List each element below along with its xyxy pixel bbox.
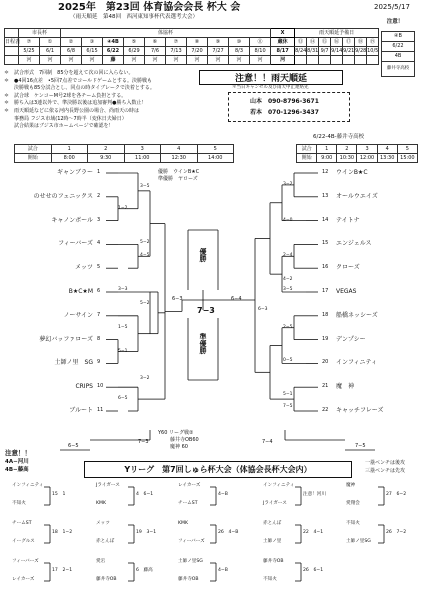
yleague-team: 赤とんぼ	[263, 521, 282, 526]
bracket-seed-left: 2	[97, 192, 101, 199]
match-header: 4	[161, 145, 198, 154]
bracket-team-right: ウインB★C	[336, 169, 368, 176]
bracket-seed-right: 20	[322, 359, 329, 366]
bracket-team-left: のせせのフェニックス	[33, 192, 93, 200]
schedule-cell: ⑨	[208, 38, 229, 47]
schedule-cell: 10/5	[367, 47, 379, 54]
bracket-score-left: 5−1	[118, 348, 128, 354]
match-header: 2	[337, 145, 357, 154]
yleague-team: レイカーズ	[178, 483, 201, 488]
venue-label: 6/22-4B-藤井寺高校	[313, 134, 365, 140]
schedule-cell: ⑩	[229, 38, 250, 47]
bracket-team-left: メッツ	[74, 264, 93, 272]
bracket-score-right: 3−2	[283, 182, 293, 187]
match-start-time: 10:30	[337, 154, 357, 163]
schedule-cell: 河	[40, 56, 61, 65]
match-start-time: 12:30	[161, 154, 198, 163]
yleague-note-3: 魔神 60	[170, 444, 188, 450]
bracket-seed-left: 5	[97, 264, 101, 271]
match-header: 試合	[15, 145, 52, 154]
schedule-header-mayor: 市長杯	[19, 29, 61, 38]
bracket-score-left: 6−5	[118, 396, 128, 402]
match-start-time: 11:00	[124, 154, 161, 163]
schedule-cell: 6/29	[124, 47, 145, 56]
yleague-note-1: Y60 リーグ戦②	[158, 430, 194, 436]
rule-note: ＊ ●4回16点差 •5回7点差でコールドゲームとする。決勝戦も	[4, 77, 153, 84]
yleague-team: Jライガース	[263, 501, 287, 506]
bracket-seed-right: 17	[322, 288, 329, 294]
bracket-score-right: 3−5	[283, 287, 293, 292]
yleague-location-1: 4A−河川	[5, 459, 29, 465]
contact-yamamoto: 山本 090-8796-3671	[250, 98, 319, 105]
schedule-cell: 河	[166, 56, 187, 65]
bracket-team-right: デンプシー	[336, 335, 366, 343]
yleague-team: チームST	[12, 521, 32, 526]
schedule-cell: 9/7	[320, 47, 329, 54]
bracket-seed-right: 21	[322, 383, 329, 390]
schedule-cell: ⑦	[166, 38, 187, 47]
schedule-cell: 8/31	[307, 47, 319, 54]
match-start-time: 9:00	[317, 154, 337, 163]
match-start-time: 開始	[15, 154, 52, 163]
bracket-team-right: テイトナ	[336, 216, 360, 224]
yleague-team: 藤井寺OB	[263, 559, 284, 564]
yleague-note-2: 藤井寺OB60	[170, 437, 199, 443]
match-header: 1	[51, 145, 88, 154]
yleague-match-score: 27 6−2	[386, 492, 407, 497]
bracket-seed-right: 13	[322, 192, 329, 199]
bracket-score-right: 2−5	[283, 324, 293, 330]
rule-note: ＊ 雨天順延などに依る河内長野公園の場合、尚雨天の時は	[4, 107, 140, 114]
bracket-seed-left: 10	[97, 383, 104, 390]
yleague-match-score: 18 1−2	[52, 530, 73, 535]
match-header: 5	[397, 145, 417, 154]
yleague-team: 土師ノ里SG	[346, 539, 371, 544]
yleague-match-score: 17 2−1	[52, 568, 73, 573]
yleague-team: インフィニティ	[12, 483, 44, 488]
bracket-team-left: ノーサイン	[63, 311, 93, 319]
schedule-cell: 9/28	[355, 47, 367, 54]
schedule-cell: ③	[82, 38, 103, 47]
bracket-team-left: 土師ノ里 SG	[54, 359, 93, 367]
schedule-cell: ⑥	[145, 38, 166, 47]
bracket-team-left: 夢幻バッファローズ	[39, 335, 93, 343]
bottom-score-right: 7−5	[355, 443, 366, 449]
bracket-score-left: 1−5	[118, 324, 128, 330]
yleague-team: インフィニティ	[263, 483, 295, 488]
schedule-cell: ⑮	[319, 38, 331, 47]
yleague-bench-note-2: 三塁ベンチは先攻	[365, 468, 406, 474]
bracket-seed-left: 11	[97, 407, 104, 413]
match-header: 4	[377, 145, 397, 154]
schedule-header-taikyo: 体協杯	[61, 29, 271, 38]
bracket-score-left: 5−2	[140, 301, 150, 306]
rule-note: 決勝戦も85分試合とし、同点の時タイブレークで決着とする。	[4, 85, 155, 92]
schedule-cell: ④4B	[103, 38, 124, 47]
schedule-cell: 7/27	[208, 47, 229, 56]
semi-score-right: 6−4	[231, 296, 242, 302]
bracket-score-right: 2−4	[283, 253, 293, 259]
match-start-time: 開始	[297, 154, 317, 163]
schedule-cell: 河	[271, 56, 295, 65]
match-start-time: 15:00	[397, 154, 417, 163]
schedule-cell: ①	[40, 38, 61, 47]
yleague-team: レイカーズ	[12, 577, 35, 582]
yleague-team: KMK	[96, 501, 106, 506]
semi-score-left: 6−3	[172, 296, 183, 302]
match-start-time: 14:00	[197, 154, 234, 163]
bracket-score-right: 4−2	[283, 277, 293, 283]
bracket-team-right: オールウエイズ	[336, 192, 378, 200]
yleague-team: フィーバーズ	[12, 559, 39, 564]
yleague-bench-note-1: 一塁ベンチは後攻	[365, 460, 406, 466]
winner-label: 優勝 ウインB★C	[158, 169, 200, 175]
yleague-team: Jライガース	[96, 483, 120, 488]
schedule-cell: 河	[82, 56, 103, 65]
schedule-cell: 8/10	[250, 47, 271, 56]
yleague-team: メッツ	[96, 521, 110, 526]
schedule-cell: ②	[61, 38, 82, 47]
event-date: 2025/5/17	[374, 3, 410, 11]
bracket-team-right: クローズ	[336, 264, 360, 272]
bracket-score-left: 4−5	[140, 253, 150, 259]
bracket-score-left: 3−5	[140, 184, 150, 189]
schedule-cell: ⑱	[355, 38, 367, 47]
yleague-attention: 注意！！	[5, 449, 31, 457]
rain-notice: 注意！！雨天順延	[199, 70, 343, 85]
schedule-cell: 河	[61, 56, 82, 65]
bracket-seed-left: 4	[97, 240, 101, 247]
yleague-team: 藤井寺OB	[96, 577, 117, 582]
bracket-score-right: 4−0	[283, 217, 293, 223]
bracket-seed-right: 22	[322, 407, 329, 413]
yleague-match-score: 注意！河川	[303, 492, 326, 497]
match-header: 3	[124, 145, 161, 154]
schedule-row-label: 日程表	[5, 38, 21, 45]
bracket-seed-left: 8	[97, 335, 101, 342]
bracket-score-right: 0−5	[283, 358, 293, 364]
right-attention: 注意！	[386, 19, 404, 25]
yleague-team: 不知火	[263, 577, 277, 582]
bracket-seed-right: 14	[322, 216, 329, 223]
final-score: 7−3	[197, 306, 215, 315]
bracket-team-left: ギャンブラー	[56, 169, 93, 176]
schedule-cell: 河	[250, 56, 271, 65]
yleague-team: フィーバーズ	[178, 539, 205, 544]
schedule-cell: 蔵休	[271, 38, 295, 47]
schedule-cell: 藤	[103, 56, 124, 65]
bracket-team-right: キャッチフレーズ	[336, 407, 384, 414]
bracket-seed-right: 18	[322, 311, 329, 318]
bracket-score-right: 5−1	[283, 392, 293, 398]
yleague-team: 不知火	[346, 521, 360, 526]
yleague-team: KMK	[178, 521, 188, 526]
right-cell-field: 4B	[382, 52, 415, 62]
yleague-match-score: 22 4−1	[303, 530, 324, 535]
schedule-cell: ⑲	[367, 38, 379, 47]
match-header: 3	[357, 145, 377, 154]
schedule-cell: ⑯	[331, 38, 343, 47]
yleague-score-1: 7−3	[138, 439, 149, 445]
schedule-cell: ⑰	[343, 38, 355, 47]
rule-note: 事務局 フジス市域(12時〜7時半（変休日夫婦日）	[4, 115, 127, 122]
bracket-team-right: 船橋ネッシーズ	[336, 311, 378, 319]
rule-note: ＊ 試合形式 7回制 85分を超えて次の回に入らない。	[4, 70, 134, 76]
schedule-cell: ⑭	[307, 38, 319, 47]
rule-note: 試合結果はブジス市ホームページで確認を！	[4, 123, 114, 130]
bracket-team-left: CRIPS	[75, 383, 93, 391]
rule-note: ＊ 勝ち入は3連以外で、準決勝以後は追加審判●勝ち入数止！	[4, 100, 147, 107]
yleague-match-score: 4−B	[218, 568, 228, 573]
schedule-cell: 6/8	[61, 47, 82, 56]
schedule-cell: 河	[229, 56, 250, 65]
yleague-team: チームST	[178, 501, 198, 506]
yleague-match-score: 26 7−2	[386, 530, 407, 535]
bracket-seed-left: 3	[97, 216, 101, 223]
schedule-cell: 7/13	[166, 47, 187, 56]
yleague-team: 赤とんぼ	[96, 539, 115, 544]
yleague-team: 魔神	[346, 483, 356, 488]
schedule-cell: 河	[187, 56, 208, 65]
yleague-team: 藤井寺OB	[178, 577, 199, 582]
bracket-seed-left: 1	[97, 169, 101, 175]
schedule-cell: ⑤	[124, 38, 145, 47]
bracket-seed-left: 6	[97, 288, 101, 294]
schedule-cell: ⑧	[187, 38, 208, 47]
page-subtitle: （雨天順延 第48回 西河東知事杯代表選考大会）	[70, 14, 199, 20]
schedule-cell: 5/25	[19, 47, 40, 56]
bracket-seed-right: 12	[322, 169, 329, 175]
match-start-time: 13:30	[377, 154, 397, 163]
yleague-match-score: 19 3−1	[136, 530, 157, 535]
bracket-team-left: B★C★M	[68, 288, 93, 295]
yleague-match-score: 6 藤高	[136, 568, 153, 573]
contact-wakamoto: 若本 070-1296-3437	[250, 109, 319, 116]
schedule-cell: ⑬	[295, 38, 307, 47]
schedule-cell: 8/17	[271, 47, 295, 56]
schedule-cell: 8/24	[295, 47, 307, 54]
yleague-team: 不知火	[12, 501, 26, 506]
match-header: 2	[88, 145, 125, 154]
bracket-score-left: 3−3	[118, 287, 128, 293]
bottom-score-left: 6−5	[68, 443, 79, 449]
schedule-cell: 河	[124, 56, 145, 65]
schedule-cell: 6/15	[82, 47, 103, 56]
bracket-score-right: 7−5	[283, 404, 293, 410]
yleague-team: 愛宕	[96, 559, 106, 564]
yleague-team: 土師ノ里	[263, 539, 282, 544]
bracket-seed-right: 19	[322, 335, 329, 342]
bracket-score-right: 6−3	[258, 307, 268, 312]
bracket-team-right: インフィニティ	[336, 359, 378, 367]
bracket-seed-right: 15	[322, 240, 329, 247]
schedule-cell: 9/21	[343, 47, 355, 54]
bracket-seed-right: 16	[322, 264, 329, 271]
bracket-team-left: フィーバーズ	[58, 240, 93, 248]
rule-note: ＊ 試合球 ケンコーM号2球を各チーム負担とする。	[4, 92, 127, 99]
bracket-team-right: エンジェルス	[336, 240, 372, 248]
yleague-team: 愛翔会	[346, 501, 360, 506]
schedule-cell: 7/6	[145, 47, 166, 56]
bracket-score-left: 5−2	[140, 239, 150, 245]
yleague-location-2: 4B−藤高	[5, 467, 29, 473]
right-cell-slot: ④B	[382, 32, 415, 42]
match-header: 1	[317, 145, 337, 154]
schedule-cell: 9/14	[331, 47, 343, 54]
schedule-header-rain: 雨天順延予備日	[295, 29, 379, 38]
match-start-time: 12:00	[357, 154, 377, 163]
match-start-time: 9:30	[88, 154, 125, 163]
schedule-cell: ⑪	[250, 38, 271, 47]
contact-heading: ＊当日キャンセル及び雨天中止連絡先	[232, 85, 309, 90]
schedule-highlight-mark: X	[271, 29, 295, 38]
bracket-seed-left: 7	[97, 311, 101, 318]
yleague-title: Yリーグ 第7回しゅら杯大会（体協会長杯大会内）	[84, 461, 352, 478]
schedule-cell: ⑦	[19, 38, 40, 47]
yleague-team: 土師ノ里SG	[178, 559, 203, 564]
yleague-match-score: 4−B	[218, 492, 228, 497]
schedule-cell: 7/20	[187, 47, 208, 56]
schedule-cell: 8/3	[229, 47, 250, 56]
yleague-team: イーグルス	[12, 539, 35, 544]
schedule-cell: 河	[19, 56, 40, 65]
yleague-score-2: 7−4	[262, 439, 273, 445]
schedule-cell: 河	[208, 56, 229, 65]
runner-up-label: 準優勝 ヤローズ	[158, 176, 198, 182]
page-title: 2025年 第23回 体育協会会長 杯大 会	[58, 2, 241, 13]
match-start-time: 8:00	[51, 154, 88, 163]
schedule-cell: 6/1	[40, 47, 61, 56]
bracket-score-left: 3−2	[140, 376, 150, 382]
bracket-team-right: 魔 神	[336, 383, 355, 391]
runner-up-box: 準優勝	[199, 333, 207, 354]
bracket-team-right: VEGAS	[336, 288, 357, 295]
bracket-team-left: キャノンボール	[51, 216, 93, 224]
schedule-cell: 河	[145, 56, 166, 65]
bracket-team-left: ブルート	[69, 407, 93, 414]
bracket-score-left: 1−2	[118, 205, 128, 211]
bracket-seed-left: 9	[97, 359, 101, 366]
yleague-match-score: 26 6−1	[303, 568, 324, 573]
match-header: 試合	[297, 145, 317, 154]
match-header: 5	[197, 145, 234, 154]
yleague-match-score: 26 4−B	[218, 530, 239, 535]
right-cell-date: 6/22	[382, 42, 415, 52]
yleague-match-score: 15 1	[52, 492, 66, 497]
right-cell-venue: 藤井寺高校	[382, 62, 415, 77]
schedule-cell: 6/22	[103, 47, 124, 56]
yleague-match-score: 4 6−1	[136, 492, 154, 497]
champion-box: 優勝	[199, 248, 207, 262]
